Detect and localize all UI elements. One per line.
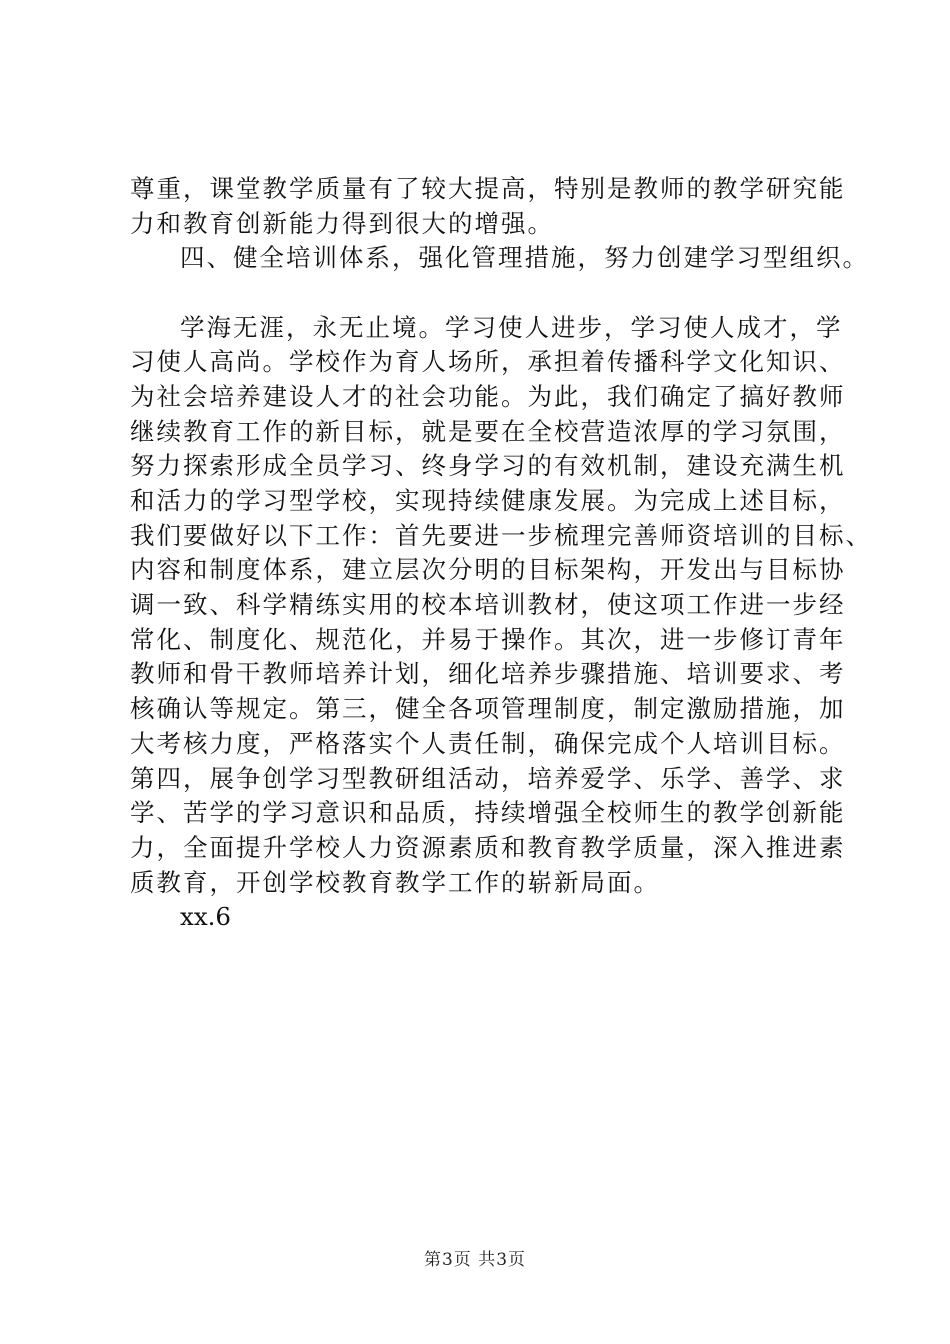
text-line: 学海无涯，永无止境。学习使人进步，学习使人成才，学 <box>180 312 843 342</box>
text-line: 力和教育创新能力得到很大的增强。 <box>130 208 554 238</box>
document-body <box>130 172 872 935</box>
text-line: 努力探索形成全员学习、终身学习的有效机制，建设充满生机 <box>130 451 846 481</box>
text-line: 力，全面提升学校人力资源素质和教育教学质量，深入推进素 <box>130 832 846 862</box>
text-line: 学、苦学的学习意识和品质，持续增强全校师生的教学创新能 <box>130 798 846 828</box>
text-line: 常化、制度化、规范化，并易于操作。其次，进一步修订青年 <box>130 624 846 654</box>
text-line: 尊重，课堂教学质量有了较大提高，特别是教师的教学研究能 <box>130 174 846 203</box>
document-date: xx.6 <box>180 902 232 932</box>
text-line: 调一致、科学精练实用的校本培训教材，使这项工作进一步经 <box>130 590 846 620</box>
text-line: 内容和制度体系，建立层次分明的目标架构，开发出与目标协 <box>130 555 846 585</box>
text-line: 教师和骨干教师培养计划，细化培养步骤措施、培训要求、考 <box>130 659 846 689</box>
text-line: 第四，展争创学习型教研组活动，培养爱学、乐学、善学、求 <box>130 763 846 793</box>
text-line: 大考核力度，严格落实个人责任制，确保完成个人培训目标。 <box>130 728 846 758</box>
text-line: 核确认等规定。第三，健全各项管理制度，制定激励措施，加 <box>130 694 846 724</box>
text-line: 习使人高尚。学校作为育人场所，承担着传播科学文化知识、 <box>130 347 846 377</box>
text-line: 和活力的学习型学校，实现持续健康发展。为完成上述目标， <box>130 486 846 515</box>
text-line: 继续教育工作的新目标，就是要在全校营造浓厚的学习氛围， <box>130 416 846 446</box>
section-heading: 四、健全培训体系，强化管理措施，努力创建学习型组织。 <box>180 243 869 273</box>
text-line: 为社会培养建设人才的社会功能。为此，我们确定了搞好教师 <box>130 381 846 411</box>
text-line: 质教育，开创学校教育教学工作的崭新局面。 <box>130 867 660 897</box>
text-line: 我们要做好以下工作：首先要进一步梳理完善师资培训的目标、 <box>130 520 872 550</box>
paragraph-gap <box>130 276 830 311</box>
page-number-footer: 第3页 共3页 <box>423 1250 527 1270</box>
